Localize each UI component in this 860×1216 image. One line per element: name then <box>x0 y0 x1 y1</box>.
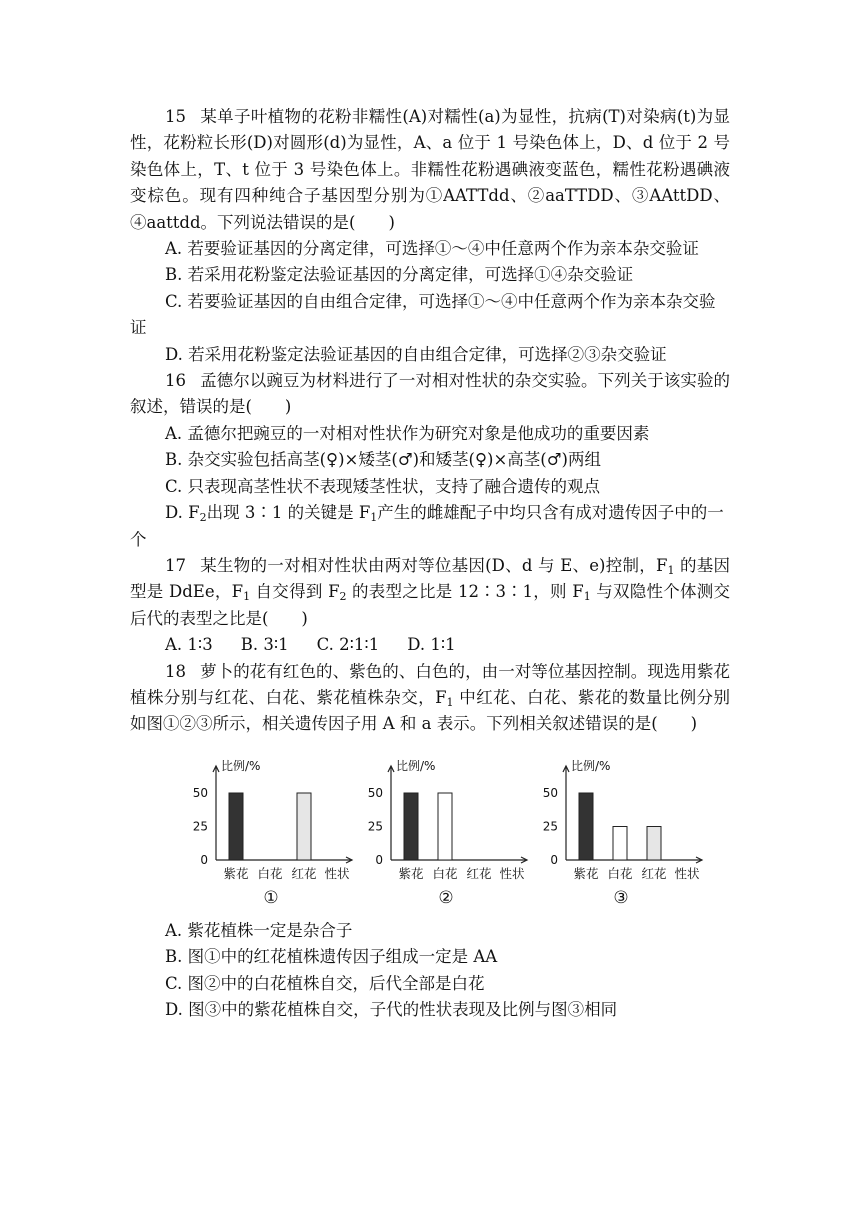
q16-stem <box>130 368 730 421</box>
category-label: 白花 <box>432 866 458 881</box>
bar-chart-2 <box>361 756 531 916</box>
category-label: 紫花 <box>398 866 424 881</box>
q17-option-b: B. 3∶1 <box>240 635 289 655</box>
y-tick-label: 0 <box>375 853 383 867</box>
y-tick-label: 25 <box>192 819 208 834</box>
category-label: 白花 <box>607 866 633 881</box>
bar-1 <box>404 793 418 860</box>
x-axis-label: 性状 <box>324 866 350 881</box>
chart-svg <box>186 756 356 888</box>
q17-option-d: D. 1∶1 <box>407 635 456 655</box>
y-tick-label: 0 <box>550 853 558 867</box>
q16-option-c: C. 只表现高茎性状不表现矮茎性状，支持了融合遗传的观点 <box>165 476 601 496</box>
q15-option-d: D. 若采用花粉鉴定法验证基因的自由组合定律，可选择②③杂交验证 <box>165 344 667 364</box>
bar-3 <box>647 827 661 861</box>
bar-2 <box>438 793 452 860</box>
q18-stem: 18 萝卜的花有红色的、紫色的、白色的，由一对等位基因控制。现选用紫花植株分别与红花、白花、紫花植株杂交，$F_1$ 中红花、白花、紫花的数量比例分别如图①②③所示，相关遗传因子用 A 和 a 表示。下列相关叙述错误的是( ) <box>130 661 730 734</box>
y-axis-label: 比例/% <box>221 759 261 773</box>
y-tick-label: 0 <box>200 853 208 867</box>
q18-option-c: C. 图②中的白花植株自交，后代全部是白花 <box>165 973 485 993</box>
category-label: 白花 <box>257 866 283 881</box>
chart-marker: ② <box>438 888 454 908</box>
y-tick-label: 25 <box>542 819 558 834</box>
bar-chart-3 <box>536 756 706 916</box>
chart-marker: ① <box>263 888 279 908</box>
q18-option-b: B. 图①中的红花植株遗传因子组成一定是 AA <box>165 947 498 967</box>
q15-option-c: C. 若要验证基因的自由组合定律，可选择①～④中任意两个作为亲本杂交验证 <box>130 291 716 338</box>
y-tick-label: 50 <box>367 786 383 800</box>
chart-svg <box>361 756 531 888</box>
q17-number: 17 <box>165 555 186 575</box>
y-tick-label: 50 <box>192 786 208 800</box>
bar-1 <box>579 793 593 860</box>
x-axis-label: 性状 <box>674 866 700 881</box>
x-axis-label: 性状 <box>499 866 525 881</box>
bar-charts <box>186 756 706 916</box>
q16-option-b: B. 杂交实验包括高茎(♀)×矮茎(♂)和矮茎(♀)×高茎(♂)两组 <box>165 450 601 470</box>
bar-2 <box>613 827 627 861</box>
y-axis-label: 比例/% <box>571 759 611 773</box>
q17-option-a: A. 1∶3 <box>165 635 213 655</box>
bar-chart-1 <box>186 756 356 916</box>
q15-option-a: A. 若要验证基因的分离定律，可选择①～④中任意两个作为亲本杂交验证 <box>165 239 699 259</box>
q17-options <box>130 632 730 658</box>
q17-stem: 17 某生物的一对相对性状由两对等位基因(D、d 与 E、e)控制，$F_1$ 的基因型是 DdEe，$F_1$ 自交得到 $F_2$ 的表型之比是 12∶3∶1，则 $F_1$ 与双隐性个体测交后代的表型之比是( ) <box>130 555 730 628</box>
category-label: 紫花 <box>223 866 249 881</box>
q15-stem <box>130 104 730 236</box>
category-label: 红花 <box>466 866 492 881</box>
category-label: 红花 <box>641 866 667 881</box>
y-axis-label: 比例/% <box>396 759 436 773</box>
q16-number: 16 <box>165 371 186 391</box>
q16-stem-text: 孟德尔以豌豆为材料进行了一对相对性状的杂交实验。下列关于该实验的叙述，错误的是( ) <box>130 371 730 417</box>
q15-number: 15 <box>165 107 186 126</box>
y-tick-label: 50 <box>542 786 558 800</box>
q16-option-d: D. $F_2$出现 3∶1 的关键是 $F_1$产生的雌雄配子中均只含有成对遗传因子中的一个 <box>130 503 724 549</box>
q15-option-b: B. 若采用花粉鉴定法验证基因的分离定律，可选择①④杂交验证 <box>165 265 634 285</box>
q18-number: 18 <box>165 661 186 681</box>
q15-stem-text: 某单子叶植物的花粉非糯性(A)对糯性(a)为显性，抗病(T)对染病(t)为显性，花粉粒长形(D)对圆形(d)为显性，A、a 位于 1 号染色体上，D、d 位于 2 号染色体上，T、t 位于 3 号染色体上。非糯性花粉遇碘液变蓝色，糯性花粉遇碘液变棕色。现有四种纯合子基因型分别为①AATTdd、②aaTTDD、③AAttDD、④aattdd。下列说法错误的是( ) <box>130 107 730 232</box>
q18-options <box>130 918 730 1024</box>
bar-1 <box>229 793 243 860</box>
q17-option-c: C. 2∶1∶1 <box>316 635 380 655</box>
category-label: 红花 <box>291 866 317 881</box>
category-label: 紫花 <box>573 866 599 881</box>
bar-3 <box>297 793 311 860</box>
q16-option-a: A. 孟德尔把豌豆的一对相对性状作为研究对象是他成功的重要因素 <box>165 423 650 443</box>
chart-marker: ③ <box>613 888 629 908</box>
question-page <box>130 104 730 738</box>
q18-option-d: D. 图③中的紫花植株自交，子代的性状表现及比例与图③相同 <box>165 1000 618 1020</box>
q18-option-a: A. 紫花植株一定是杂合子 <box>165 921 353 940</box>
chart-svg <box>536 756 706 888</box>
y-tick-label: 25 <box>367 819 383 834</box>
